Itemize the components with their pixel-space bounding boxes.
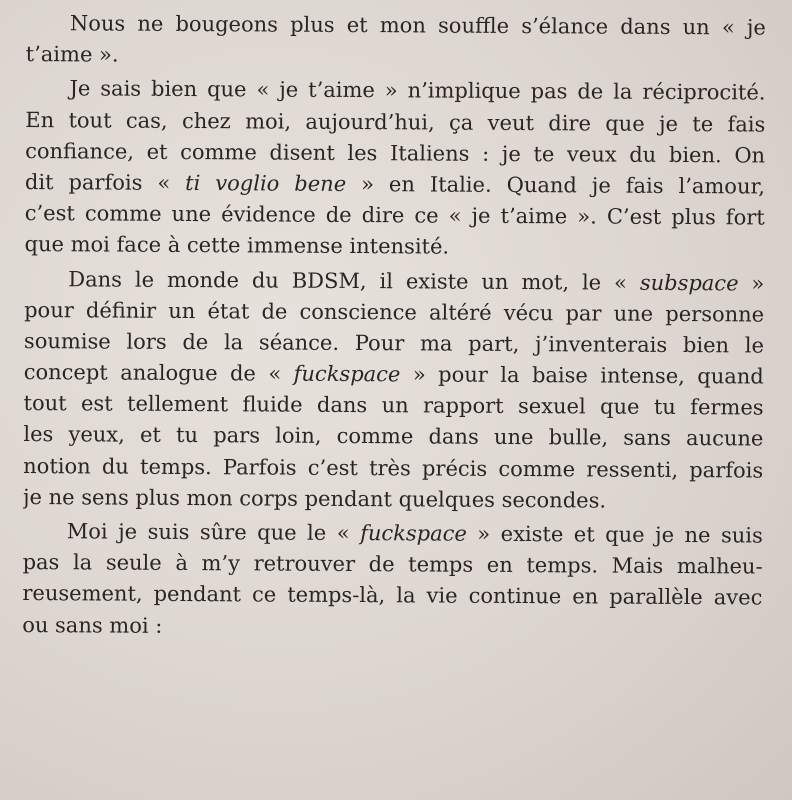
text-line <box>26 39 766 75</box>
text-line <box>25 136 765 172</box>
text-segment: » existe et que je ne suis <box>466 521 763 548</box>
text-line <box>24 263 764 299</box>
page-text <box>22 8 766 645</box>
text-segment: pour définir un état de conscience altéré vécu par une personne <box>24 297 765 327</box>
italic-term: subspace <box>639 270 739 295</box>
text-segment: confiance, et comme disent les Italiens : je te veux du bien. On <box>25 138 766 168</box>
text-line <box>25 198 765 234</box>
text-segment: ou sans moi : <box>22 612 163 638</box>
text-segment: Dans le monde du BDSM, il existe un mot, le « <box>68 266 640 295</box>
text-segment: Je sais bien que « je t’aime » n’implique pas de la réciprocité. <box>69 76 766 105</box>
italic-term: ti voglio bene <box>185 170 347 196</box>
text-segment: t’aime ». <box>25 42 119 67</box>
text-segment: c’est comme une évidence de dire ce « je t’aime ». C’est plus fort <box>24 201 765 230</box>
text-segment: » pour la baise intense, quand <box>400 362 764 389</box>
text-line <box>24 229 764 265</box>
text-line <box>23 516 763 552</box>
text-segment: soumise lors de la séance. Pour ma part, j’inventerais bien le <box>23 328 765 358</box>
text-line <box>23 482 763 518</box>
text-line <box>23 419 763 455</box>
text-line <box>22 610 762 646</box>
text-line <box>23 547 763 583</box>
text-segment: En tout cas, chez moi, aujourd’hui, ça veut dire que je te fais <box>25 107 766 137</box>
text-line <box>24 326 764 362</box>
text-segment: » en Italie. Quand je fais l’amour, <box>346 171 765 199</box>
text-segment: concept analogue de « <box>23 360 294 386</box>
text-segment: reusement, pendant ce temps-là, la vie continue en parallèle avec <box>22 581 763 610</box>
text-segment: » <box>738 270 765 296</box>
text-line <box>24 295 764 331</box>
text-segment: pas la seule à m’y retrouver de temps en temps. Mais malheu- <box>22 550 763 579</box>
text-line <box>24 357 764 393</box>
text-line <box>26 8 766 44</box>
text-line <box>23 388 763 424</box>
text-segment: dit parfois « <box>24 169 186 195</box>
text-segment: je ne sens plus mon corps pendant quelques secondes. <box>22 484 607 513</box>
italic-term: fuckspace <box>360 521 467 546</box>
text-line <box>22 578 762 614</box>
text-segment: tout est tellement fluide dans un rapport sexuel que tu fermes <box>23 391 764 420</box>
text-segment: notion du temps. Parfois c’est très précis comme ressenti, parfois <box>23 453 764 483</box>
text-line <box>23 451 763 487</box>
text-segment: Nous ne bougeons plus et mon souffle s’élance dans un « je <box>69 11 766 40</box>
text-segment: Moi je suis sûre que le « <box>66 519 361 546</box>
text-segment: les yeux, et tu pars loin, comme dans une bulle, sans aucune <box>23 422 764 451</box>
text-segment: que moi face à cette immense intensité. <box>24 232 450 259</box>
text-line <box>25 105 765 141</box>
italic-term: fuckspace <box>293 361 401 387</box>
text-line <box>25 167 765 203</box>
text-line <box>25 73 765 109</box>
